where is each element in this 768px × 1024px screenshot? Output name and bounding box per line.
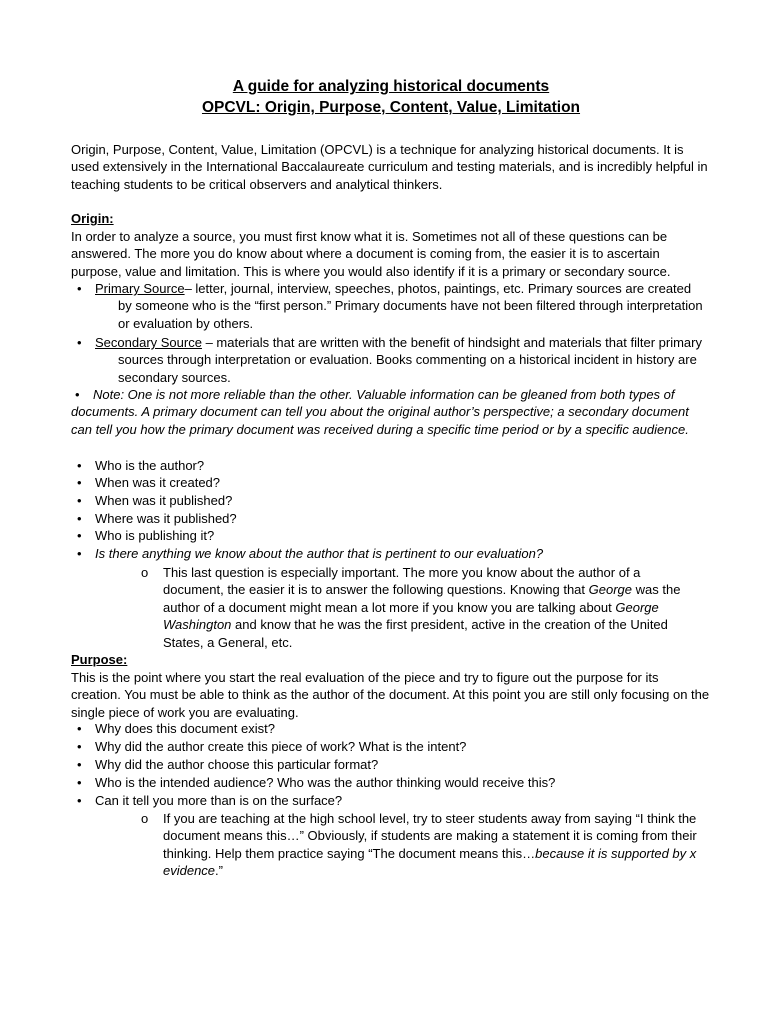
bullet-icon: • bbox=[77, 475, 82, 490]
bullet-icon: • bbox=[77, 793, 82, 808]
bullet-icon: • bbox=[77, 775, 82, 790]
circle-bullet-icon: o bbox=[141, 811, 149, 826]
origin-paragraph: In order to analyze a source, you must first know what it is. Sometimes not all of these questions can be answered. The more you do know about where a document is coming from, the easier it is to ascertain purpose, value and limitation. This is where you would also identify if it is a primary or secondary source. bbox=[71, 229, 671, 279]
secondary-source-text: – materials that are written with the benefit of hindsight and materials that filter primary sources through interpretation or evaluation. Books commenting on a historical incident in history are secondary sources. bbox=[118, 335, 702, 385]
document-page: A guide for analyzing historical documents OPCVL: Origin, Purpose, Content, Value, Limitation Origin, Purpose, Content, Value, Limitation (OPCVL) is a technique for analyzing historical documents. It is used extensively in the International Baccalaureate curriculum and testing materials, and is incredibly helpful in teaching students to be critical observers and analytical thinkers. Origin: In order to analyze a source, you must first know what it is. Sometimes not all of these questions can be answered. The more you do know about where a document is coming from, the easier it is to ascertain purpose, value and limitation. This is where you would also identify if it is a primary or secondary source. • Primary Source– letter, journal, interview, speeches, photos, paintings, etc. Primary sources are created by someone who is the “first person.” Primary documents have not been filtered through interpretation or evaluation by others. • Secondary Source – materials that are written with the benefit of hindsight and materials that filter primary sources through interpretation or evaluation. Books commenting on a historical incident in history are secondary sources. • Note: One is not more reliable than the other. Valuable information can be gleaned from both types of documents. A primary document can tell you about the original author’s perspective; a secondary document can tell you how the primary document was received during a specific time period or by a specific audience. • Who is the author? • When was it created? • When was it published? • Where was it published? • Who is publishing it? • Is there anything we know about the author that is pertinent to our evaluation? o This last question is especially important. The more you know about the author of a document, the easier it is to answer the following questions. Knowing that George was the author of a document might mean a lot more if you know you are talking about George Washington and know that he was the first president, active in the creation of the United States, a General, etc. Purpose: This is the point where you start the real evaluation of the piece and try to figure out the purpose for its creation. You must be able to think as the author of the document. At this point you are still only focusing on the single piece of work you are evaluating. • Why does this document exist? • Why did the author create this piece of work? What is the intent? • Why did the author choose this particular format? • Who is the intended audience? Who was the author thinking would receive this? • Can it tell you more than is on the surface? o If you are teaching at the high school level, try to steer students away from saying “I think the document means this…” Obviously, if students are making a statement it is coming from their thinking. Help them practice saying “The document means this…because it is supported by x evidence.” bbox=[71, 78, 710, 879]
origin-heading: Origin: bbox=[71, 211, 114, 226]
intro-paragraph: Origin, Purpose, Content, Value, Limitation (OPCVL) is a technique for analyzing historical documents. It is used extensively in the International Baccalaureate curriculum and testing materials, and is incredibly helpful in teaching students to be critical observers and analytical thinkers. bbox=[71, 142, 708, 192]
primary-source-label: Primary Source bbox=[95, 281, 185, 296]
bullet-icon: • bbox=[77, 335, 82, 350]
bullet-icon: • bbox=[77, 493, 82, 508]
circle-bullet-icon: o bbox=[141, 565, 149, 580]
purpose-heading: Purpose: bbox=[71, 652, 128, 667]
bullet-icon: • bbox=[77, 757, 82, 772]
bullet-icon: • bbox=[75, 387, 80, 402]
bullet-icon: • bbox=[77, 528, 82, 543]
purpose-paragraph: This is the point where you start the real evaluation of the piece and try to figure out the purpose for its creation. You must be able to think as the author of the document. At this point you are still only focusing on the single piece of work you are evaluating. bbox=[71, 670, 710, 720]
page-subtitle: OPCVL: Origin, Purpose, Content, Value, Limitation bbox=[201, 99, 581, 116]
primary-source-text: – letter, journal, interview, speeches, photos, paintings, etc. Primary sources are created by someone who is the “first person.” Primary documents have not been filtered through interpretation or evaluation by others. bbox=[118, 281, 703, 331]
bullet-icon: • bbox=[77, 281, 82, 296]
page-title: A guide for analyzing historical documents bbox=[232, 78, 550, 95]
secondary-source-label: Secondary Source bbox=[95, 335, 202, 350]
bullet-icon: • bbox=[77, 721, 82, 736]
bullet-icon: • bbox=[77, 546, 82, 561]
bullet-icon: • bbox=[77, 458, 82, 473]
bullet-icon: • bbox=[77, 511, 82, 526]
bullet-icon: • bbox=[77, 739, 82, 754]
note-text: Note: One is not more reliable than the other. Valuable information can be gleaned from both types of documents. A primary document can tell you about the original author’s perspective; a secondary document can tell you how the primary document was received during a specific time period or by a specific audience. bbox=[71, 387, 689, 437]
